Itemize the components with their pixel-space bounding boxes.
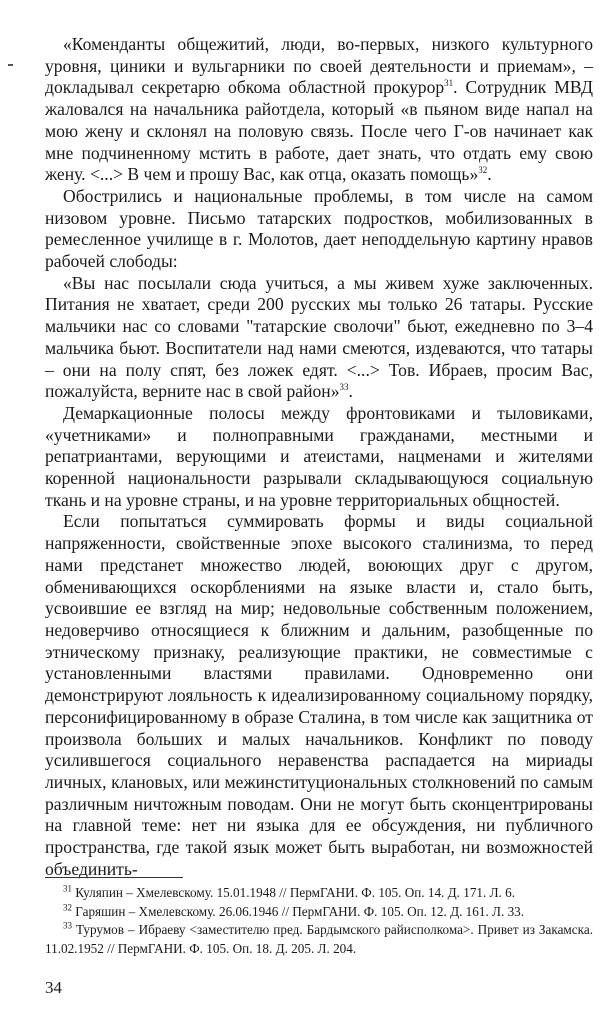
- footnote-ref-31: 31: [444, 78, 454, 89]
- margin-mark: [8, 64, 13, 66]
- paragraph-2: Обострились и национальные проблемы, в том числе на самом низовом уровне. Письмо татарских подростков, мобилизованных в ремесленное училище в г. Молотов, дает неподдельную картину нравов рабочей слободы:: [45, 185, 593, 272]
- paragraph-4: Демаркационные полосы между фронтовиками и тыловиками, «учетниками» и полноправными гражданами, местными и репатриантами, верующими и атеистами, нацменами и жителями коренной национальности разрывали складывающуюся социальную ткань и на уровне страны, и на уровне территориальных общностей.: [45, 402, 593, 510]
- footnote-ref-32: 32: [478, 165, 488, 176]
- page-number: 34: [45, 978, 62, 997]
- paragraph-1: «Коменданты общежитий, люди, во-первых, низкого культурного уровня, циники и вульгарники по своей деятельности и приемам», – докладывал секретарю обкома областной прокурор$^{31}$. Сотрудник МВД жаловался на начальника райотдела, который «в пьяном виде напал на мою жену и склонял на половую связь. После чего Г-ов начинает как мне подчиненному мстить в работе, дает знать, что отдать ему свою жену. <...> В чем и прошу Вас, как отца, оказать помощь»$^{32}$.: [45, 34, 593, 185]
- footnote-ref-33: 33: [339, 382, 349, 393]
- footnote-33: $^{33}$ Турумов – Ибраеву <заместителю пред. Бардымского райисполкома>. Привет из Закамска. 11.02.1952 // ПермГАНИ. Ф. 105. Оп. 18. Д. 205. Л. 204.: [45, 920, 593, 956]
- main-text: [45, 34, 593, 880]
- footnotes: [45, 884, 593, 958]
- footnote-separator: [45, 877, 183, 878]
- paragraph-5: Если попытаться суммировать формы и виды социальной напряженности, свойственные эпохе высокого сталинизма, то перед нами предстанет множество людей, воюющих друг с другом, обменивающихся оскорблениями на языке власти и, стало быть, усвоившие ее взгляд на мир; недовольные собственным положением, недоверчиво относящиеся к ближним и дальним, разобщенные по этническому признаку, реализующие практики, не совместимые с установленными властями правилами. Одновременно они демонстрируют лояльность к идеализированному социальному порядку, персонифицированному в образе Сталина, в том числе как защитника от произвола больших и малых начальников. Конфликт по поводу усилившегося социального неравенства распадается на мириады личных, клановых, или межинституциональных столкновений по самым различным ничтожным поводам. Они не могут быть сконцентрированы на главной теме: нет ни языка для ее обсуждения, ни публичного пространства, где такой язык может быть выработан, ни возможностей объединить-: [45, 511, 593, 879]
- footnote-31: $^{31}$ Куляпин – Хмелевскому. 15.01.1948 // ПермГАНИ. Ф. 105. Оп. 14. Д. 171. Л. 6.: [63, 883, 516, 900]
- footnote-32: $^{32}$ Гаряшин – Хмелевскому. 26.06.1946 // ПермГАНИ. Ф. 105. Оп. 12. Д. 161. Л. 33.: [63, 902, 525, 919]
- paragraph-3-quote: «Вы нас посылали сюда учиться, а мы живем хуже заключенных. Питания не хватает, среди 200 русских мы только 26 татары. Русские мальчики нас со словами "татарские сволочи" бьют, ежедневно по 3–4 мальчика бьют. Воспитатели над нами смеются, издеваются, что татары – они на полу спят, без ложек едят. <...> Тов. Ибраев, просим Вас, пожалуйста, верните нас в свой район»$^{33}$.: [45, 272, 593, 402]
